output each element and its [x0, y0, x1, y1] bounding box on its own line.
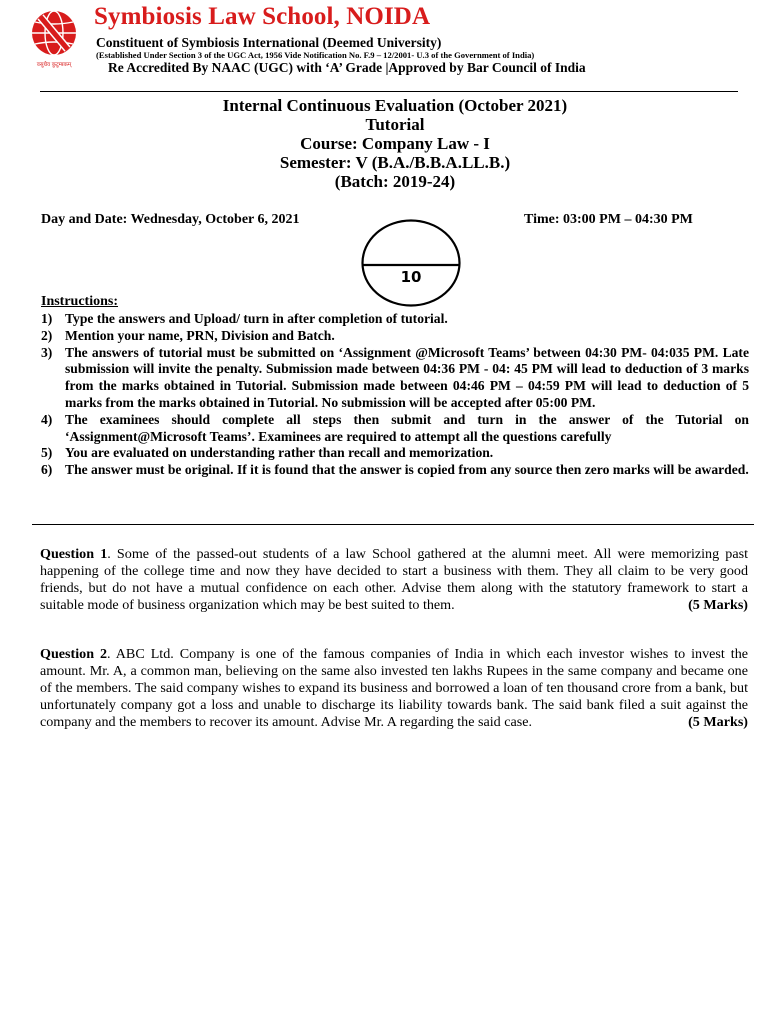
instruction-item: 4) The examinees should complete all steps then submit and turn in the answer of the Tutorial on ‘Assignment@Microsoft Teams’. Examinees are required to attempt all the questions carefully [41, 411, 749, 444]
question-label: Question 2 [40, 646, 108, 662]
question-marks: (5 Marks) [688, 596, 748, 613]
exam-type: Tutorial [365, 115, 425, 134]
instruction-item: 3) The answers of tutorial must be submitted on ‘Assignment @Microsoft Teams’ between 04:30 PM- 04:035 PM. Late submission will invite the penalty. Submission made between 04:36 PM - 04: 45 PM will lead to deduction of 3 marks from the marks obtained in Tutorial. Submission made between 04:46 PM – 04:59 PM will lead to deduction of 5 marks from the marks obtained in Tutorial. No submission will be accepted after 05:00 PM. [41, 344, 749, 410]
constituent-line: Constituent of Symbiosis International (Deemed University) [96, 35, 442, 50]
exam-title: Internal Continuous Evaluation (October 2021) [222, 96, 568, 115]
instruction-item: 1) Type the answers and Upload/ turn in after completion of tutorial. [41, 311, 448, 326]
instructions-divider [32, 524, 754, 525]
question-2 [40, 646, 748, 731]
logo-motto: वसुधैव कुटुम्बकम् [36, 62, 72, 68]
school-logo [24, 6, 84, 70]
instruction-item: 5) You are evaluated on understanding rather than recall and memorization. [41, 445, 494, 461]
exam-date: Day and Date: Wednesday, October 6, 2021 [41, 212, 300, 227]
instructions-list [41, 311, 749, 479]
question-text: . Some of the passed-out students of a law School gathered at the alumni meet. All were memorizing past happening of the college time and now they have decided to start a business with them. They all claim to be very good friends, but do not have a mutual confidence on each other. Advise them along with the statutory framework to start a suitable mode of business organization which may be best suited to them. [40, 546, 749, 613]
header-divider [40, 91, 738, 92]
question-text: . ABC Ltd. Company is one of the famous companies of India in which each investor wishes to invest the amount. Mr. A, a common man, believing on the same also invested ten lakhs Rupees in the same company and became one of the members. The said company wishes to expand its business and borrowed a loan of ten thousand crore from a bank, but unfortunately company got a loss and unable to discharge its liability towards bank. The said bank filed a suit against the company and the members to recover its amount. Advise Mr. A regarding the said case. [40, 646, 748, 730]
total-marks: 10 [400, 268, 422, 286]
question-label: Question 1 [40, 546, 108, 562]
school-name: Symbiosis Law School, NOIDA [94, 3, 431, 30]
batch: (Batch: 2019-24) [334, 172, 456, 191]
instruction-item: 6) The answer must be original. If it is found that the answer is copied from any source then zero marks will be awarded. [41, 462, 749, 478]
instruction-item: 2) Mention your name, PRN, Division and Batch. [41, 327, 335, 343]
marks-circle [361, 219, 461, 307]
instructions-heading: Instructions: [41, 294, 119, 309]
question-marks: (5 Marks) [688, 713, 748, 730]
established-line: (Established Under Section 3 of the UGC Act, 1956 Vide Notification No. F.9 – 12/2001- U.3 of the Government of India) [96, 50, 535, 60]
course-name: Course: Company Law - I [300, 134, 490, 153]
exam-time: Time: 03:00 PM – 04:30 PM [524, 212, 693, 227]
semester: Semester: V (B.A./B.B.A.LL.B.) [279, 153, 511, 172]
question-1 [40, 546, 748, 614]
accreditation-line: Re Accredited By NAAC (UGC) with ‘A’ Grade |Approved by Bar Council of India [108, 60, 586, 75]
